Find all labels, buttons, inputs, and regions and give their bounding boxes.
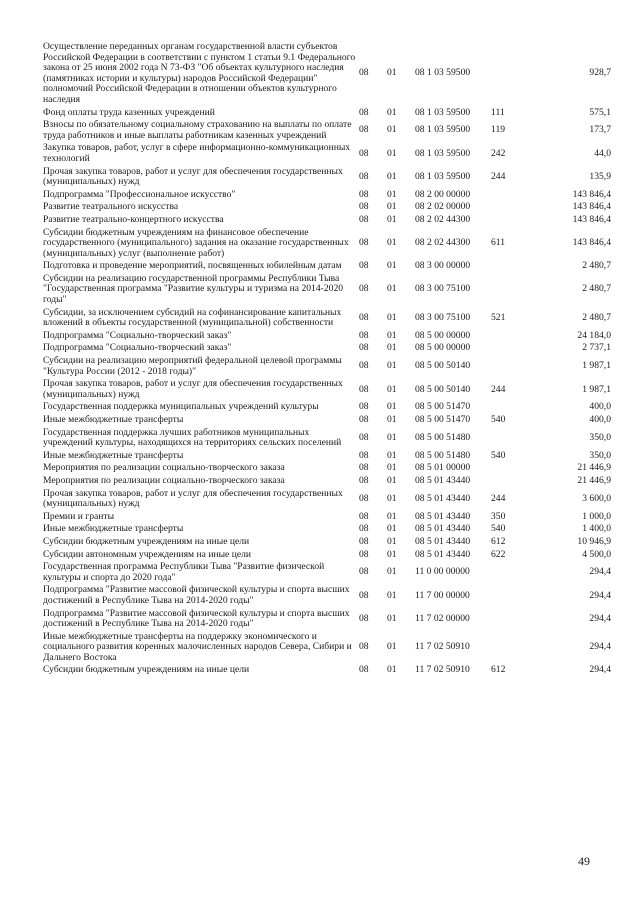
table-row xyxy=(43,227,611,261)
subsection-code: 01 xyxy=(387,237,397,249)
section-code: 08 xyxy=(359,641,369,653)
section-code: 08 xyxy=(359,401,369,413)
amount: 2 480,7 xyxy=(582,283,611,295)
amount: 400,0 xyxy=(589,401,611,413)
amount: 294,4 xyxy=(589,612,611,624)
section-code: 08 xyxy=(359,124,369,136)
subsection-code: 01 xyxy=(387,589,397,601)
section-code: 08 xyxy=(359,510,369,522)
expense-type-code xyxy=(491,260,525,273)
budget-table xyxy=(43,41,611,677)
table-row xyxy=(43,450,611,463)
section-code: 08 xyxy=(359,342,369,354)
expense-type-code: 111 xyxy=(491,106,505,118)
table-row xyxy=(43,584,611,607)
section-code: 08 xyxy=(359,523,369,535)
target-article-code: 08 5 00 51480 xyxy=(415,449,471,461)
table-row xyxy=(43,608,611,631)
expense-name: Премии и гранты xyxy=(43,510,115,522)
table-row xyxy=(43,201,611,214)
subsection-code: 01 xyxy=(387,612,397,624)
target-article-code: 08 2 02 44300 xyxy=(415,237,471,249)
table-row xyxy=(43,462,611,475)
subsection-code: 01 xyxy=(387,566,397,578)
expense-name: Субсидии, за исключением субсидий на софинансирование капитальных вложений в объекты государственной (муниципальной) собственности xyxy=(43,306,342,329)
expense-type-code xyxy=(491,401,525,414)
expense-name: Взносы по обязательному социальному страхованию на выплаты по оплате труда работников и иные выплаты работникам казенных учреждений xyxy=(43,119,352,141)
expense-name: Прочая закупка товаров, работ и услуг для обеспечения государственных (муниципальных) нужд xyxy=(43,487,343,510)
subsection-code: 01 xyxy=(387,213,397,225)
target-article-code: 08 1 03 59500 xyxy=(415,106,471,118)
expense-type-code: 611 xyxy=(491,237,506,249)
subsection-code: 01 xyxy=(387,260,397,272)
expense-type-code: 244 xyxy=(491,170,506,182)
expense-type-code: 242 xyxy=(491,147,506,159)
amount: 3 600,0 xyxy=(582,492,611,504)
table-row xyxy=(43,166,611,189)
target-article-code: 08 1 03 59500 xyxy=(415,170,471,182)
expense-type-code xyxy=(491,330,525,343)
table-row xyxy=(43,561,611,584)
target-article-code: 08 3 00 75100 xyxy=(415,283,471,295)
page-number: 49 xyxy=(578,854,590,868)
table-row xyxy=(43,307,611,330)
target-article-code: 11 7 02 50910 xyxy=(415,641,470,653)
subsection-code: 01 xyxy=(387,67,397,79)
section-code: 08 xyxy=(359,170,369,182)
table-row xyxy=(43,378,611,401)
subsection-code: 01 xyxy=(387,664,397,676)
target-article-code: 08 5 01 43440 xyxy=(415,492,471,504)
subsection-code: 01 xyxy=(387,510,397,522)
target-article-code: 08 5 00 51470 xyxy=(415,401,471,413)
expense-type-code: 350 xyxy=(491,510,506,522)
target-article-code: 08 1 03 59500 xyxy=(415,124,471,136)
section-code: 08 xyxy=(359,237,369,249)
expense-name: Государственная поддержка лучших работников муниципальных учреждений культуры, находящихся на территориях сельских поселений xyxy=(43,426,342,449)
expense-type-code: 612 xyxy=(491,535,506,547)
expense-type-code: 540 xyxy=(491,414,506,425)
target-article-code: 08 5 00 51470 xyxy=(415,414,471,425)
table-row xyxy=(43,549,611,562)
subsection-code: 01 xyxy=(387,201,397,213)
subsection-code: 01 xyxy=(387,492,397,504)
expense-type-code xyxy=(491,355,525,378)
table-row xyxy=(43,475,611,488)
amount: 24 184,0 xyxy=(577,329,611,341)
amount: 1 987,1 xyxy=(582,383,611,395)
target-article-code: 08 5 00 51480 xyxy=(415,431,471,443)
expense-type-code xyxy=(491,214,525,227)
subsection-code: 01 xyxy=(387,147,397,159)
expense-type-code: 540 xyxy=(491,449,506,461)
target-article-code: 11 7 00 00000 xyxy=(415,589,470,601)
expense-name: Субсидии на реализацию государственной программы Республики Тыва "Государственная программа "Развитие культуры и туризма на 2014-2020 годы" xyxy=(43,272,344,306)
target-article-code: 08 5 00 00000 xyxy=(415,329,471,341)
target-article-code: 08 5 01 43440 xyxy=(415,510,471,522)
subsection-code: 01 xyxy=(387,283,397,295)
section-code: 08 xyxy=(359,664,369,676)
expense-type-code: 612 xyxy=(491,664,506,676)
amount: 1 400,0 xyxy=(582,523,611,535)
section-code: 08 xyxy=(359,311,369,323)
target-article-code: 08 1 03 59500 xyxy=(415,67,471,79)
expense-name: Государственная поддержка муниципальных учреждений культуры xyxy=(43,401,319,413)
expense-name: Субсидии бюджетным учреждениям на иные цели xyxy=(43,535,250,547)
section-code: 08 xyxy=(359,201,369,213)
expense-type-code xyxy=(491,273,525,307)
amount: 2 480,7 xyxy=(582,260,611,272)
expense-name: Осуществление переданных органам государственной власти субъектов Российской Федерации в соответствии с пунктом 1 статьи 9.1 Федерального закона от 25 июня 2002 года N 73-ФЗ "Об объектах культурного наследия (памятниках истории и культуры) народов Российской Федерации" полномочий Российской Федерации в отношении объектов культурного наследия xyxy=(43,41,356,105)
subsection-code: 01 xyxy=(387,401,397,413)
target-article-code: 11 7 02 50910 xyxy=(415,664,470,676)
expense-type-code xyxy=(491,189,525,202)
expense-type-code: 521 xyxy=(491,311,506,323)
budget-table-body xyxy=(43,41,611,677)
subsection-code: 01 xyxy=(387,342,397,354)
subsection-code: 01 xyxy=(387,523,397,535)
expense-type-code: 119 xyxy=(491,124,506,136)
amount: 350,0 xyxy=(589,449,611,461)
target-article-code: 11 0 00 00000 xyxy=(415,566,470,578)
expense-name: Иные межбюджетные трансферты на поддержку экономического и социального развития коренных малочисленных народов Севера, Сибири и Дальнего Востока xyxy=(43,630,352,663)
section-code: 08 xyxy=(359,260,369,272)
section-code: 08 xyxy=(359,213,369,225)
section-code: 08 xyxy=(359,548,369,560)
section-code: 08 xyxy=(359,462,369,474)
subsection-code: 01 xyxy=(387,548,397,560)
expense-name: Субсидии бюджетным учреждениям на финансовое обеспечение государственного (муниципального) задания на оказание государственных (муниципальных) услуг (выполнение работ) xyxy=(43,226,349,259)
amount: 10 946,9 xyxy=(577,535,611,547)
table-row xyxy=(43,189,611,202)
expense-name: Развитие театрального искусства xyxy=(43,201,179,213)
section-code: 08 xyxy=(359,566,369,578)
section-code: 08 xyxy=(359,474,369,486)
target-article-code: 08 5 01 43440 xyxy=(415,523,471,535)
amount: 143 846,4 xyxy=(572,201,611,213)
expense-type-code: 244 xyxy=(491,492,506,504)
amount: 143 846,4 xyxy=(572,213,611,225)
subsection-code: 01 xyxy=(387,360,397,372)
expense-type-code xyxy=(491,427,525,450)
section-code: 08 xyxy=(359,106,369,118)
table-row xyxy=(43,107,611,120)
expense-name: Подпрограмма "Профессиональное искусство" xyxy=(43,188,236,200)
section-code: 08 xyxy=(359,329,369,341)
amount: 44,0 xyxy=(594,147,611,159)
target-article-code: 08 5 01 00000 xyxy=(415,462,471,474)
expense-name: Иные межбюджетные трансферты xyxy=(43,449,184,461)
amount: 400,0 xyxy=(589,414,611,425)
expense-name: Подпрограмма "Социально-творческий заказ" xyxy=(43,329,232,341)
target-article-code: 11 7 02 00000 xyxy=(415,612,470,624)
table-row xyxy=(43,342,611,355)
target-article-code: 08 5 01 43440 xyxy=(415,548,471,560)
subsection-code: 01 xyxy=(387,474,397,486)
amount: 294,4 xyxy=(589,589,611,601)
amount: 21 446,9 xyxy=(577,474,611,486)
table-row xyxy=(43,41,611,107)
expense-type-code: 622 xyxy=(491,548,506,560)
expense-type-code: 244 xyxy=(491,383,506,395)
target-article-code: 08 5 01 43440 xyxy=(415,535,471,547)
subsection-code: 01 xyxy=(387,311,397,323)
target-article-code: 08 5 01 43440 xyxy=(415,474,471,486)
subsection-code: 01 xyxy=(387,449,397,461)
table-row xyxy=(43,536,611,549)
subsection-code: 01 xyxy=(387,106,397,118)
target-article-code: 08 3 00 75100 xyxy=(415,311,471,323)
amount: 135,9 xyxy=(589,170,611,182)
expense-type-code xyxy=(491,475,525,488)
target-article-code: 08 2 02 00000 xyxy=(415,201,471,213)
expense-type-code xyxy=(491,201,525,214)
section-code: 08 xyxy=(359,414,369,425)
section-code: 08 xyxy=(359,283,369,295)
target-article-code: 08 5 00 50140 xyxy=(415,383,471,395)
expense-name: Субсидии бюджетным учреждениям на иные цели xyxy=(43,664,250,676)
expense-name: Подготовка и проведение мероприятий, посвященных юбилейным датам xyxy=(43,260,342,272)
amount: 2 480,7 xyxy=(582,311,611,323)
expense-name: Прочая закупка товаров, работ и услуг для обеспечения государственных (муниципальных) нужд xyxy=(43,165,343,188)
expense-type-code xyxy=(491,41,525,107)
expense-name: Подпрограмма "Социально-творческий заказ" xyxy=(43,342,232,354)
table-row xyxy=(43,511,611,524)
table-row xyxy=(43,119,611,142)
table-row xyxy=(43,488,611,511)
expense-type-code xyxy=(491,561,525,584)
expense-name: Иные межбюджетные трансферты xyxy=(43,414,184,425)
subsection-code: 01 xyxy=(387,188,397,200)
amount: 143 846,4 xyxy=(572,188,611,200)
expense-type-code xyxy=(491,342,525,355)
table-row xyxy=(43,142,611,165)
expense-type-code xyxy=(491,584,525,607)
section-code: 08 xyxy=(359,360,369,372)
expense-name: Развитие театрально-концертного искусства xyxy=(43,213,224,225)
subsection-code: 01 xyxy=(387,383,397,395)
expense-name: Субсидии автономным учреждениям на иные цели xyxy=(43,548,252,560)
target-article-code: 08 5 00 00000 xyxy=(415,342,471,354)
subsection-code: 01 xyxy=(387,170,397,182)
expense-name: Субсидии на реализацию мероприятий федеральной целевой программы "Культура России (2012 - 2018 годы)" xyxy=(43,355,342,377)
section-code: 08 xyxy=(359,147,369,159)
expense-type-code xyxy=(491,608,525,631)
section-code: 08 xyxy=(359,383,369,395)
expense-name: Закупка товаров, работ, услуг в сфере информационно-коммуникационных технологий xyxy=(43,142,351,164)
amount: 173,7 xyxy=(589,124,611,136)
section-code: 08 xyxy=(359,492,369,504)
table-row xyxy=(43,401,611,414)
amount: 350,0 xyxy=(589,431,611,443)
amount: 1 987,1 xyxy=(582,360,611,372)
expense-name: Государственная программа Республики Тыва "Развитие физической культуры и спорта до 2020 года" xyxy=(43,561,325,583)
table-row xyxy=(43,260,611,273)
table-row xyxy=(43,273,611,307)
target-article-code: 08 3 00 00000 xyxy=(415,260,471,272)
subsection-code: 01 xyxy=(387,641,397,653)
expense-type-code: 540 xyxy=(491,523,506,535)
subsection-code: 01 xyxy=(387,414,397,425)
target-article-code: 08 2 02 44300 xyxy=(415,213,471,225)
amount: 4 500,0 xyxy=(582,548,611,560)
expense-name: Прочая закупка товаров, работ и услуг для обеспечения государственных (муниципальных) нужд xyxy=(43,378,343,400)
table-row xyxy=(43,427,611,450)
expense-name: Фонд оплаты труда казенных учреждений xyxy=(43,106,215,118)
expense-name: Подпрограмма "Развитие массовой физической культуры и спорта высших достижений в Республике Тыва на 2014-2020 годы" xyxy=(43,607,350,630)
section-code: 08 xyxy=(359,431,369,443)
table-row xyxy=(43,214,611,227)
amount: 294,4 xyxy=(589,664,611,676)
expense-name: Мероприятия по реализации социально-творческого заказа xyxy=(43,462,285,474)
amount: 1 000,0 xyxy=(582,510,611,522)
amount: 575,1 xyxy=(589,106,611,118)
table-row xyxy=(43,523,611,536)
target-article-code: 08 2 00 00000 xyxy=(415,188,471,200)
subsection-code: 01 xyxy=(387,124,397,136)
amount: 928,7 xyxy=(589,67,611,79)
expense-type-code xyxy=(491,631,525,665)
target-article-code: 08 5 00 50140 xyxy=(415,360,471,372)
section-code: 08 xyxy=(359,449,369,461)
expense-name: Иные межбюджетные трансферты xyxy=(43,523,184,535)
subsection-code: 01 xyxy=(387,462,397,474)
expense-type-code xyxy=(491,462,525,475)
section-code: 08 xyxy=(359,535,369,547)
section-code: 08 xyxy=(359,188,369,200)
section-code: 08 xyxy=(359,612,369,624)
target-article-code: 08 1 03 59500 xyxy=(415,147,471,159)
expense-name: Мероприятия по реализации социально-творческого заказа xyxy=(43,474,285,486)
section-code: 08 xyxy=(359,589,369,601)
amount: 294,4 xyxy=(589,641,611,653)
subsection-code: 01 xyxy=(387,329,397,341)
amount: 2 737,1 xyxy=(582,342,611,354)
section-code: 08 xyxy=(359,67,369,79)
table-row xyxy=(43,631,611,665)
amount: 21 446,9 xyxy=(577,462,611,474)
amount: 294,4 xyxy=(589,566,611,578)
amount: 143 846,4 xyxy=(572,237,611,249)
table-row xyxy=(43,355,611,378)
subsection-code: 01 xyxy=(387,431,397,443)
table-row xyxy=(43,664,611,677)
table-row xyxy=(43,414,611,427)
table-row xyxy=(43,330,611,343)
expense-name: Подпрограмма "Развитие массовой физической культуры и спорта высших достижений в Республике Тыва на 2014-2020 годы" xyxy=(43,584,350,606)
subsection-code: 01 xyxy=(387,535,397,547)
